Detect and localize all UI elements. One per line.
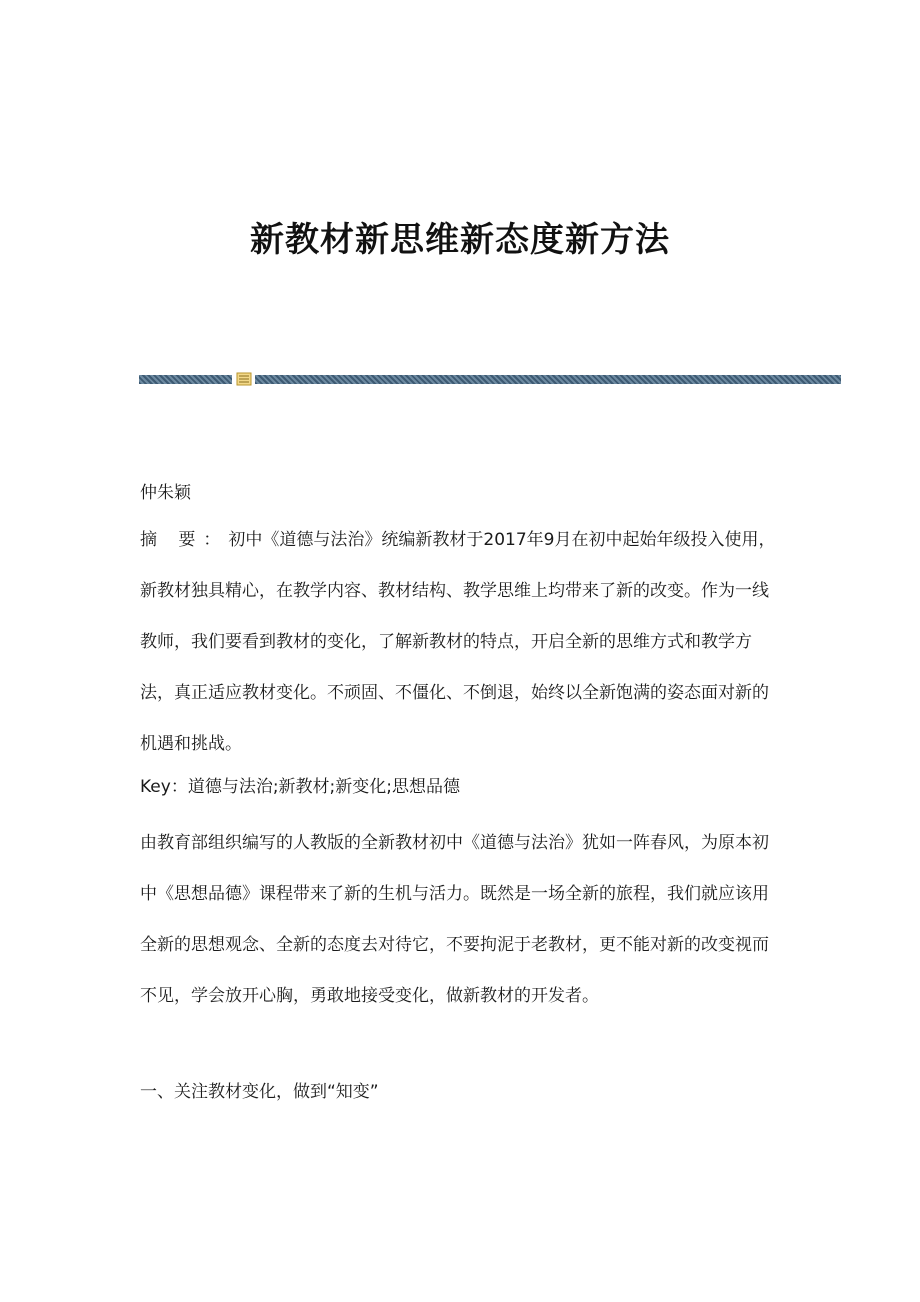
section-heading-1 — [140, 1067, 780, 1118]
divider-bar-right — [255, 375, 841, 384]
document-title: 新教材新思维新态度新方法 — [250, 220, 670, 260]
divider-bar-left — [139, 375, 232, 384]
section-heading-text: 一、关注教材变化，做到“知变” — [140, 1082, 379, 1102]
author-name — [140, 468, 780, 519]
keywords-section — [140, 762, 780, 813]
body-paragraph-1 — [140, 818, 780, 1022]
divider-ornament-icon — [236, 372, 252, 386]
author-text: 仲朱颖 — [140, 483, 191, 503]
keywords-text: 道德与法治;新教材;新变化;思想品德 — [187, 777, 461, 797]
title-divider — [139, 375, 841, 384]
keywords-label: Key： — [140, 777, 188, 797]
abstract-text: 初中《道德与法治》统编新教材于2017年9月在初中起始年级投入使用，新教材独具精心，在教学内容、教材结构、教学思维上均带来了新的改变。作为一线教师，我们要看到教材的变化，了解新教材的特点，开启全新的思维方式和教学方法，真正适应教材变化。不顽固、不僵化、不倒退，始终以全新饱满的姿态面对新的机遇和挑战。 — [140, 530, 776, 754]
abstract-section — [140, 515, 780, 770]
paragraph-text: 由教育部组织编写的人教版的全新教材初中《道德与法治》犹如一阵春风，为原本初中《思想品德》课程带来了新的生机与活力。既然是一场全新的旅程，我们就应该用全新的思想观念、全新的态度去对待它，不要拘泥于老教材，更不能对新的改变视而不见，学会放开心胸，勇敢地接受变化，做新教材的开发者。 — [140, 833, 769, 1006]
keywords-paragraph — [140, 762, 780, 813]
abstract-label: 摘 要： — [140, 530, 229, 550]
abstract-paragraph — [140, 515, 780, 770]
